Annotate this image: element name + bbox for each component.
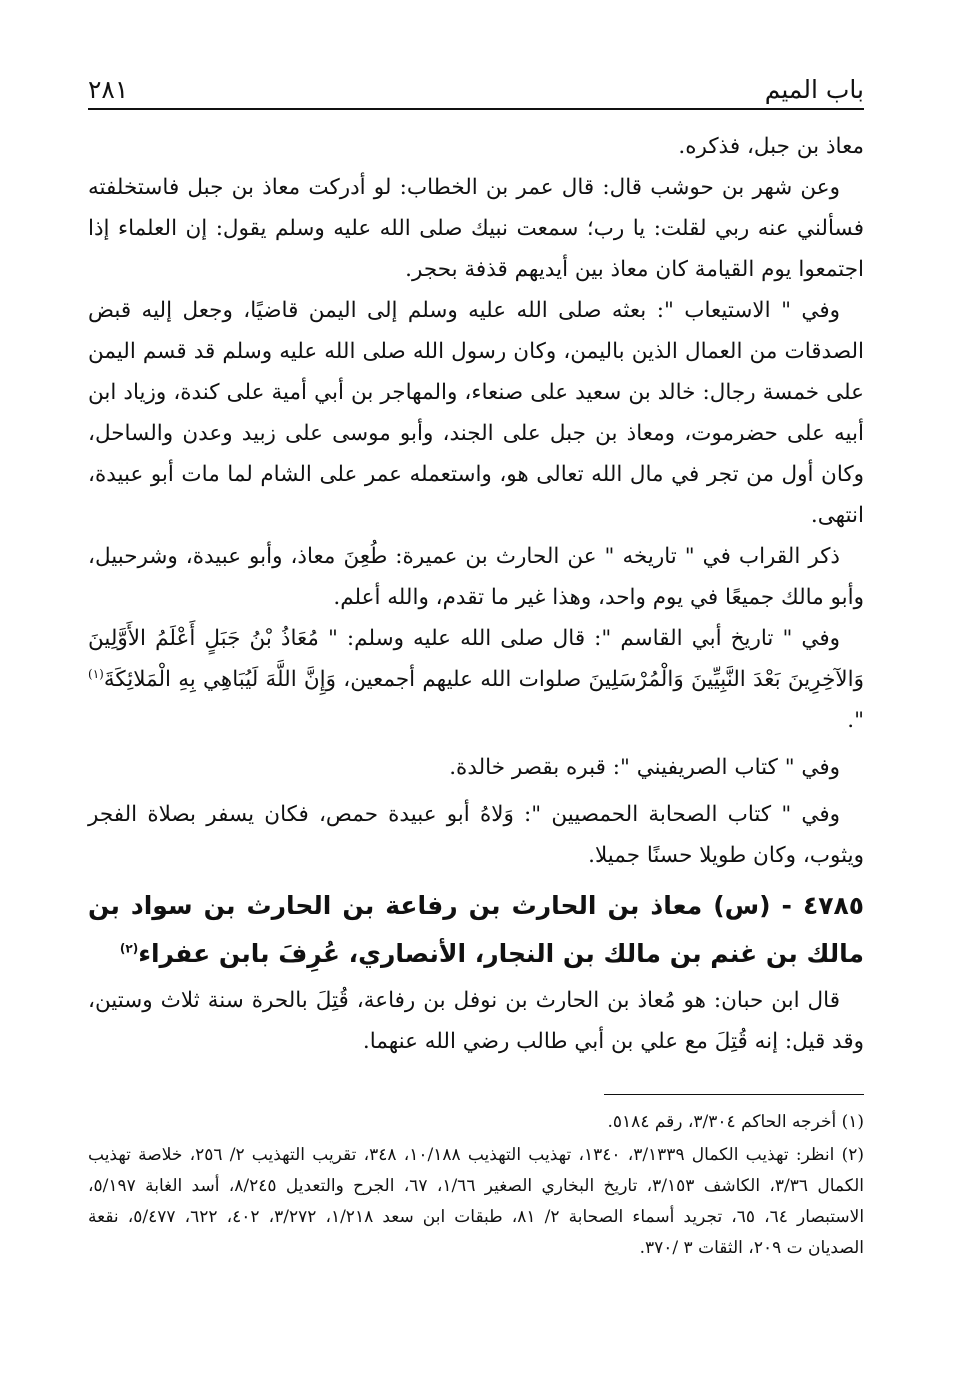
paragraph: ذكر القراب في " تاريخه " عن الحارث بن عميرة: طُعِنَ معاذ، وأبو عبيدة، وشرحبيل، وأبو مالك جميعًا في يوم واحد، وهذا غير ما تقدم، والله أعلم.: [88, 544, 864, 610]
main-text: [88, 126, 864, 1062]
entry-text: قال ابن حبان: هو مُعاذ بن الحارث بن نوفل بن رفاعة، قُتِلَ بالحرة سنة ثلاث وستين، وقد قيل: إنه قُتِلَ مع علي بن أبي طالب رضي الله عنهما.: [88, 988, 864, 1054]
footnote: (١) أخرجه الحاكم ٣/٣٠٤، رقم ٥١٨٤.: [607, 1112, 864, 1132]
paragraph: وفي " كتاب الصريفيني ": قبره بقصر خالدة.: [449, 755, 840, 780]
paragraph: وفي " كتاب الصحابة الحمصيين ": وَلاهُ أبو عبيدة حمص، فكان يسفر بصلاة الفجر ويثوب، وكان طويلا حسنًا جميلا.: [88, 802, 864, 868]
paragraph: معاذ بن جبل، فذكره.: [678, 134, 864, 159]
hadith-paragraph: [88, 618, 864, 741]
footnote-separator: [604, 1094, 864, 1095]
footnote: (٢) انظر: تهذيب الكمال ٣/١٣٣٩، ١٣٤٠، تهذيب التهذيب ١٠/١٨٨، ٣٤٨، تقريب التهذيب ٢/ ٢٥٦، خلاصة تهذيب الكمال ٣/٣٦، الكاشف ٣/١٥٣، تاريخ البخاري الصغير ١/٦٦، ٦٧، الجرح والتعديل ٨/٢٤٥، أسد الغابة ٥/١٩٧، الاستبصار ٦٤، ٦٥، تجريد أسماء الصحابة ٢/ ٨١، طبقات ابن سعد ١/٢١٨، ٣/٢٧٢، ٤٠٢، ٦٢٢، ٥/٤٧٧، نقعة الصديان ت ٢٠٩، الثقات ٣ /٣٧٠.: [88, 1145, 865, 1258]
book-page: [88, 60, 864, 1266]
footnote-marker-1[interactable]: (١): [88, 666, 104, 681]
page-number: ٢٨١: [88, 75, 129, 104]
hadith-text: وفي " تاريخ أبي القاسم ": قال صلى الله عليه وسلم: " مُعَاذُ بْنُ جَبَلٍ أَعْلَمُ الأَوَّلِينَ وَالآخِرِينَ بَعْدَ النَّبِيِّينَ وَالْمُرْسَلِينَ صلوات الله عليهم أجمعين، وَإِنَّ اللَّهَ لَيُبَاهِي بِهِ الْمَلائِكَةَ: [88, 626, 864, 692]
hadith-closing: ".: [847, 708, 864, 733]
chapter-title: باب الميم: [764, 75, 864, 104]
entry-heading: [88, 882, 864, 978]
entry-heading-text: ٤٧٨٥ - (س) معاذ بن الحارث بن رفاعة بن الحارث بن سواد بن مالك بن غنم بن مالك بن النجار، الأنصاري، عُرِفَ بابن عفراء: [88, 891, 864, 968]
paragraph: وعن شهر بن حوشب قال: قال عمر بن الخطاب: لو أدركت معاذ بن جبل فاستخلفته فسألني عنه ربي لقلت: يا رب؛ سمعت نبيك صلى الله عليه وسلم يقول: إن العلماء إذا اجتمعوا يوم القيامة كان معاذ بين أيديهم قذفة بحجر.: [88, 175, 864, 282]
footnote-marker-2[interactable]: (٢): [119, 941, 139, 956]
running-header: [88, 60, 864, 110]
footnotes: [88, 1107, 864, 1264]
paragraph: وفي " الاستيعاب ": بعثه صلى الله عليه وسلم إلى اليمن قاضيًا، وجعل إليه قبض الصدقات من العمال الذين باليمن، وكان رسول الله صلى الله عليه وسلم قد قسم اليمن على خمسة رجال: خالد بن سعيد على صنعاء، والمهاجر بن أبي أمية على كندة، وزياد ابن أبيه على حضرموت، ومعاذ بن جبل على الجند، وأبو موسى على زبيد وعدن والساحل، وكان أول من تجر في مال الله تعالى هو، واستعمله عمر على الشام لما مات أبو عبيدة، انتهى.: [88, 298, 864, 528]
